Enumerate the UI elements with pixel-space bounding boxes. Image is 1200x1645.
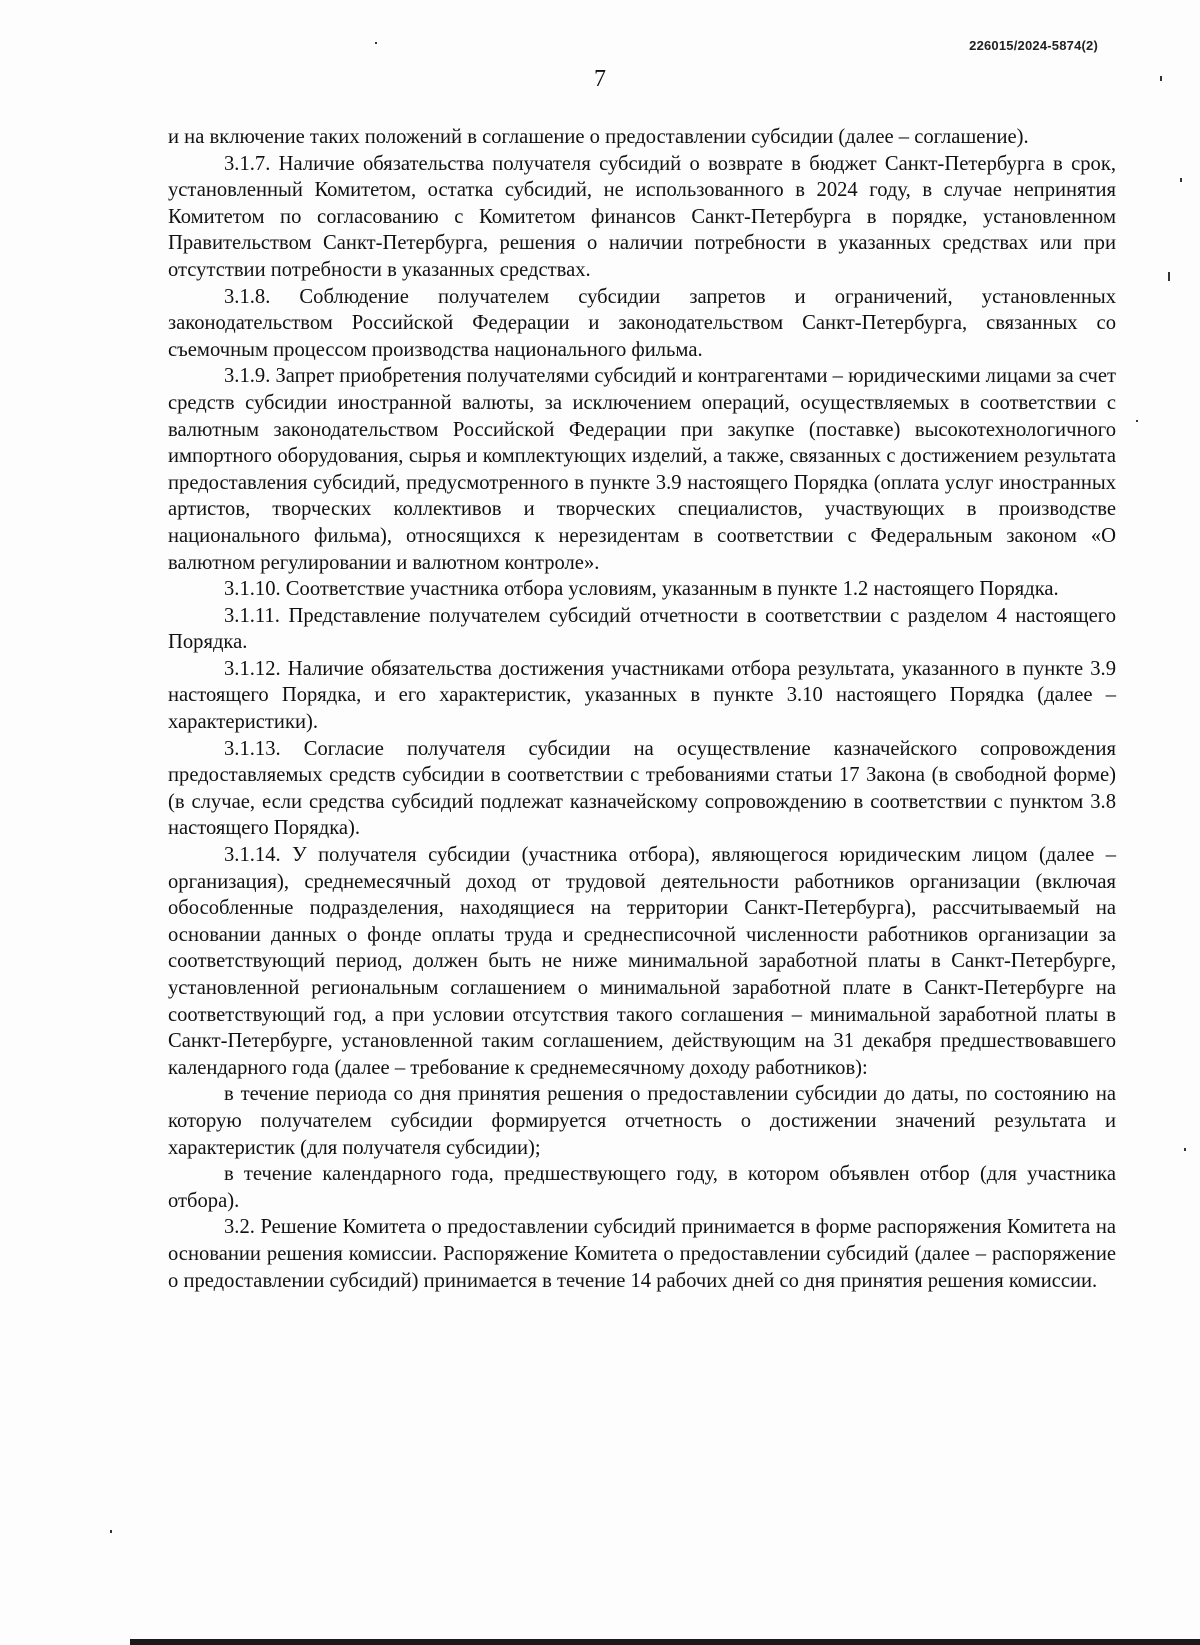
scan-speck bbox=[1168, 272, 1170, 281]
scan-speck bbox=[375, 42, 377, 44]
paragraph-3-1-14: 3.1.14. У получателя субсидии (участника отбора), являющегося юридическим лицом (далее – организация), среднемесячный доход от трудовой деятельности работников организации (включая обособленные подразделения, находящиеся на территории Санкт-Петербурга), рассчитываемый на основании данных о фонде оплаты труда и среднесписочной численности работников организации за соответствующий период, должен быть не ниже минимальной заработной платы в Санкт-Петербурге, установленной региональным соглашением о минимальной заработной плате в Санкт-Петербурге на соответствующий год, а при условии отсутствия такого соглашения – минимальной заработной платы в Санкт-Петербурге, установленной таким соглашением, действующим на 31 декабря предшествовавшего календарного года (далее – требование к среднемесячному доходу работников): bbox=[168, 844, 1116, 1079]
page-number: 7 bbox=[594, 66, 606, 92]
paragraph-continuation: и на включение таких положений в соглашение о предоставлении субсидии (далее – соглашение). bbox=[168, 126, 1029, 148]
paragraph-3-1-12: 3.1.12. Наличие обязательства достижения участниками отбора результата, указанного в пункте 3.9 настоящего Порядка, и его характеристик, указанных в пункте 3.10 настоящего Порядка (далее – характеристики). bbox=[168, 657, 1116, 734]
paragraph-period-participant: в течение календарного года, предшествующего году, в котором объявлен отбор (для участника отбора). bbox=[168, 1163, 1116, 1212]
scan-speck bbox=[110, 1530, 112, 1533]
scan-speck bbox=[1180, 178, 1182, 182]
scan-speck bbox=[1136, 420, 1138, 422]
paragraph-3-1-9: 3.1.9. Запрет приобретения получателями субсидий и контрагентами – юридическими лицами за счет средств субсидии иностранной валюты, за исключением операций, осуществляемых в соответствии с валютным законодательством Российской Федерации при закупке (поставке) высокотехнологичного импортного оборудования, сырья и комплектующих изделий, а также, связанных с достижением результата предоставления субсидий, предусмотренного в пункте 3.9 настоящего Порядка (оплата услуг иностранных артистов, творческих коллективов и творческих специалистов, участвующих в производстве национального фильма), относящихся к нерезидентам в соответствии с Федеральным законом «О валютном регулировании и валютном контроле». bbox=[168, 365, 1116, 574]
scan-speck bbox=[1184, 1148, 1186, 1151]
scan-speck bbox=[1160, 76, 1162, 81]
paragraph-period-recipient: в течение периода со дня принятия решения о предоставлении субсидии до даты, по состоянию на которую получателем субсидии формируется отчетность о достижении значений результата и характеристик (для получателя субсидии); bbox=[168, 1083, 1116, 1159]
paragraph-3-1-8: 3.1.8. Соблюдение получателем субсидии запретов и ограничений, установленных законодательством Российской Федерации и законодательством Санкт-Петербурга, связанных со съемочным процессом производства национального фильма. bbox=[168, 285, 1116, 361]
paragraph-3-1-10: 3.1.10. Соответствие участника отбора условиям, указанным в пункте 1.2 настоящего Порядка. bbox=[224, 578, 1059, 601]
document-body bbox=[168, 124, 1116, 1294]
paragraph-3-2: 3.2. Решение Комитета о предоставлении субсидий принимается в форме распоряжения Комитета на основании решения комиссии. Распоряжение Комитета о предоставлении субсидий (далее – распоряжение о предоставлении субсидий) принимается в течение 14 рабочих дней со дня принятия решения комиссии. bbox=[168, 1216, 1116, 1292]
paragraph-3-1-11: 3.1.11. Представление получателем субсидий отчетности в соответствии с разделом 4 настоящего Порядка. bbox=[168, 604, 1116, 654]
paragraph-3-1-13: 3.1.13. Согласие получателя субсидии на осуществление казначейского сопровождения предоставляемых средств субсидии в соответствии с требованиями статьи 17 Закона (в свободной форме) (в случае, если средства субсидий подлежат казначейскому сопровождению в соответствии с пунктом 3.8 настоящего Порядка). bbox=[168, 737, 1116, 840]
paragraph-3-1-7: 3.1.7. Наличие обязательства получателя субсидий о возврате в бюджет Санкт-Петербурга в срок, установленный Комитетом, остатка субсидий, не использованного в 2024 году, в случае непринятия Комитетом по согласованию с Комитетом финансов Санкт-Петербурга в порядке, установленном Правительством Санкт-Петербурга, решения о наличии потребности в указанных средствах или при отсутствии потребности в указанных средствах. bbox=[168, 152, 1116, 281]
document-registration-number: 226015/2024-5874(2) bbox=[969, 38, 1098, 53]
scan-edge-bar bbox=[130, 1639, 1200, 1645]
